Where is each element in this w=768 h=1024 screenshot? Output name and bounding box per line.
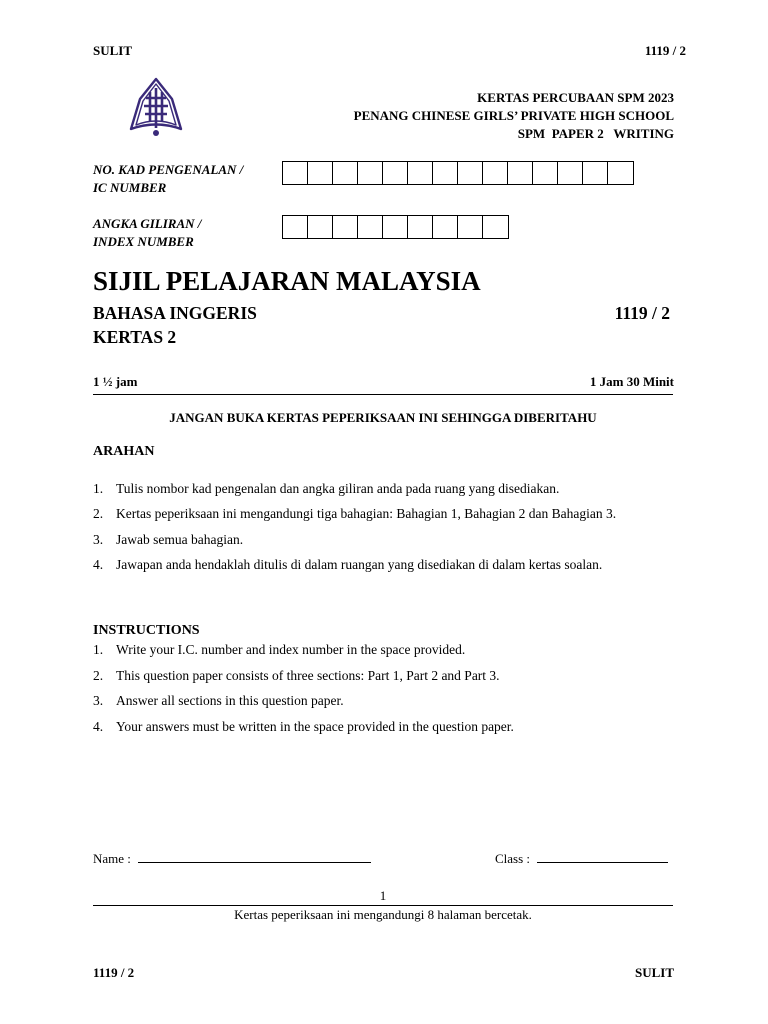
ic-digit-box[interactable] <box>433 162 458 184</box>
ic-digit-box[interactable] <box>608 162 633 184</box>
ic-label-line2: IC NUMBER <box>93 180 167 195</box>
ic-digit-box[interactable] <box>383 162 408 184</box>
exam-title: SIJIL PELAJARAN MALAYSIA <box>93 266 481 296</box>
list-item-number: 4. <box>93 556 104 572</box>
page-number: 1 <box>379 888 387 903</box>
ic-number-boxes[interactable] <box>282 161 634 185</box>
list-item-number: 1. <box>93 642 104 657</box>
list-item <box>93 714 675 740</box>
footer-paper-code: 1119 / 2 <box>93 965 135 980</box>
list-item-text: Write your I.C. number and index number in the space provided. <box>116 642 466 657</box>
list-item-number: 1. <box>93 481 104 496</box>
footer-divider <box>93 905 673 906</box>
ic-number-label <box>93 161 243 197</box>
list-item-number: 3. <box>93 531 104 547</box>
ic-digit-box[interactable] <box>533 162 558 184</box>
instructions-list <box>93 637 675 739</box>
index-digit-box[interactable] <box>458 216 483 238</box>
list-item-number: 2. <box>93 667 104 683</box>
index-label-line2: INDEX NUMBER <box>93 234 194 249</box>
class-field[interactable] <box>495 851 668 867</box>
index-number-boxes[interactable] <box>282 215 509 239</box>
list-item-text: Jawapan anda hendaklah ditulis di dalam ruangan yang disediakan di dalam kertas soalan. <box>116 556 603 572</box>
list-item-text: This question paper consists of three sections: Part 1, Part 2 and Part 3. <box>116 667 500 683</box>
list-item-number: 3. <box>93 693 104 709</box>
school-name: PENANG CHINESE GIRLS’ PRIVATE HIGH SCHOOL <box>353 108 674 123</box>
ic-digit-box[interactable] <box>358 162 383 184</box>
class-blank-line[interactable] <box>537 862 668 863</box>
header-sulit: SULIT <box>93 43 133 58</box>
index-digit-box[interactable] <box>308 216 333 238</box>
subject-name: BAHASA INGGERIS <box>93 303 257 323</box>
ic-digit-box[interactable] <box>408 162 433 184</box>
duration-long: 1 Jam 30 Minit <box>589 374 674 389</box>
instructions-heading: INSTRUCTIONS <box>93 623 200 638</box>
index-digit-box[interactable] <box>483 216 508 238</box>
arahan-heading: ARAHAN <box>93 444 155 459</box>
index-digit-box[interactable] <box>433 216 458 238</box>
list-item-text: Answer all sections in this question paper. <box>116 693 344 709</box>
warning-text: JANGAN BUKA KERTAS PEPERIKSAAN INI SEHINGGA DIBERITAHU <box>169 410 597 425</box>
class-label: Class : <box>495 851 531 866</box>
list-item-text: Tulis nombor kad pengenalan dan angka giliran anda pada ruang yang disediakan. <box>116 481 560 496</box>
paper-number: KERTAS 2 <box>93 327 177 347</box>
list-item <box>93 663 675 689</box>
ic-digit-box[interactable] <box>508 162 533 184</box>
name-blank-line[interactable] <box>138 862 371 863</box>
list-item <box>93 527 675 552</box>
ic-label-line1: NO. KAD PENGENALAN / <box>93 162 244 177</box>
list-item-text: Jawab semua bahagian. <box>116 531 244 547</box>
arahan-list <box>93 476 675 577</box>
list-item <box>93 688 675 714</box>
paper-descriptor: SPM PAPER 2 WRITING <box>517 126 674 141</box>
ic-digit-box[interactable] <box>583 162 608 184</box>
ic-digit-box[interactable] <box>483 162 508 184</box>
ic-digit-box[interactable] <box>283 162 308 184</box>
list-item <box>93 552 675 577</box>
ic-digit-box[interactable] <box>458 162 483 184</box>
ic-digit-box[interactable] <box>333 162 358 184</box>
list-item-number: 4. <box>93 718 104 734</box>
index-digit-box[interactable] <box>333 216 358 238</box>
school-crest-logo <box>128 76 184 138</box>
school-info <box>354 89 674 143</box>
name-label: Name : <box>93 851 131 866</box>
header-paper-code: 1119 / 2 <box>644 43 686 58</box>
list-item-text: Your answers must be written in the space provided in the question paper. <box>116 718 514 734</box>
list-item <box>93 501 675 526</box>
index-number-label <box>93 215 201 251</box>
list-item <box>93 476 675 501</box>
title-divider <box>93 394 673 395</box>
index-digit-box[interactable] <box>283 216 308 238</box>
index-digit-box[interactable] <box>383 216 408 238</box>
footer-sulit: SULIT <box>634 965 674 980</box>
index-digit-box[interactable] <box>408 216 433 238</box>
name-field[interactable] <box>93 851 371 867</box>
exam-trial-title: KERTAS PERCUBAAN SPM 2023 <box>477 90 674 105</box>
ic-digit-box[interactable] <box>558 162 583 184</box>
ic-digit-box[interactable] <box>308 162 333 184</box>
index-label-line1: ANGKA GILIRAN / <box>93 216 202 231</box>
duration-short: 1 ½ jam <box>93 374 138 389</box>
index-digit-box[interactable] <box>358 216 383 238</box>
subject-code: 1119 / 2 <box>614 303 670 323</box>
list-item-number: 2. <box>93 506 104 522</box>
list-item <box>93 637 675 663</box>
list-item-text: Kertas peperiksaan ini mengandungi tiga bahagian: Bahagian 1, Bahagian 2 dan Bahagian 3. <box>116 506 617 522</box>
page-count-note: Kertas peperiksaan ini mengandungi 8 halaman bercetak. <box>234 907 532 922</box>
